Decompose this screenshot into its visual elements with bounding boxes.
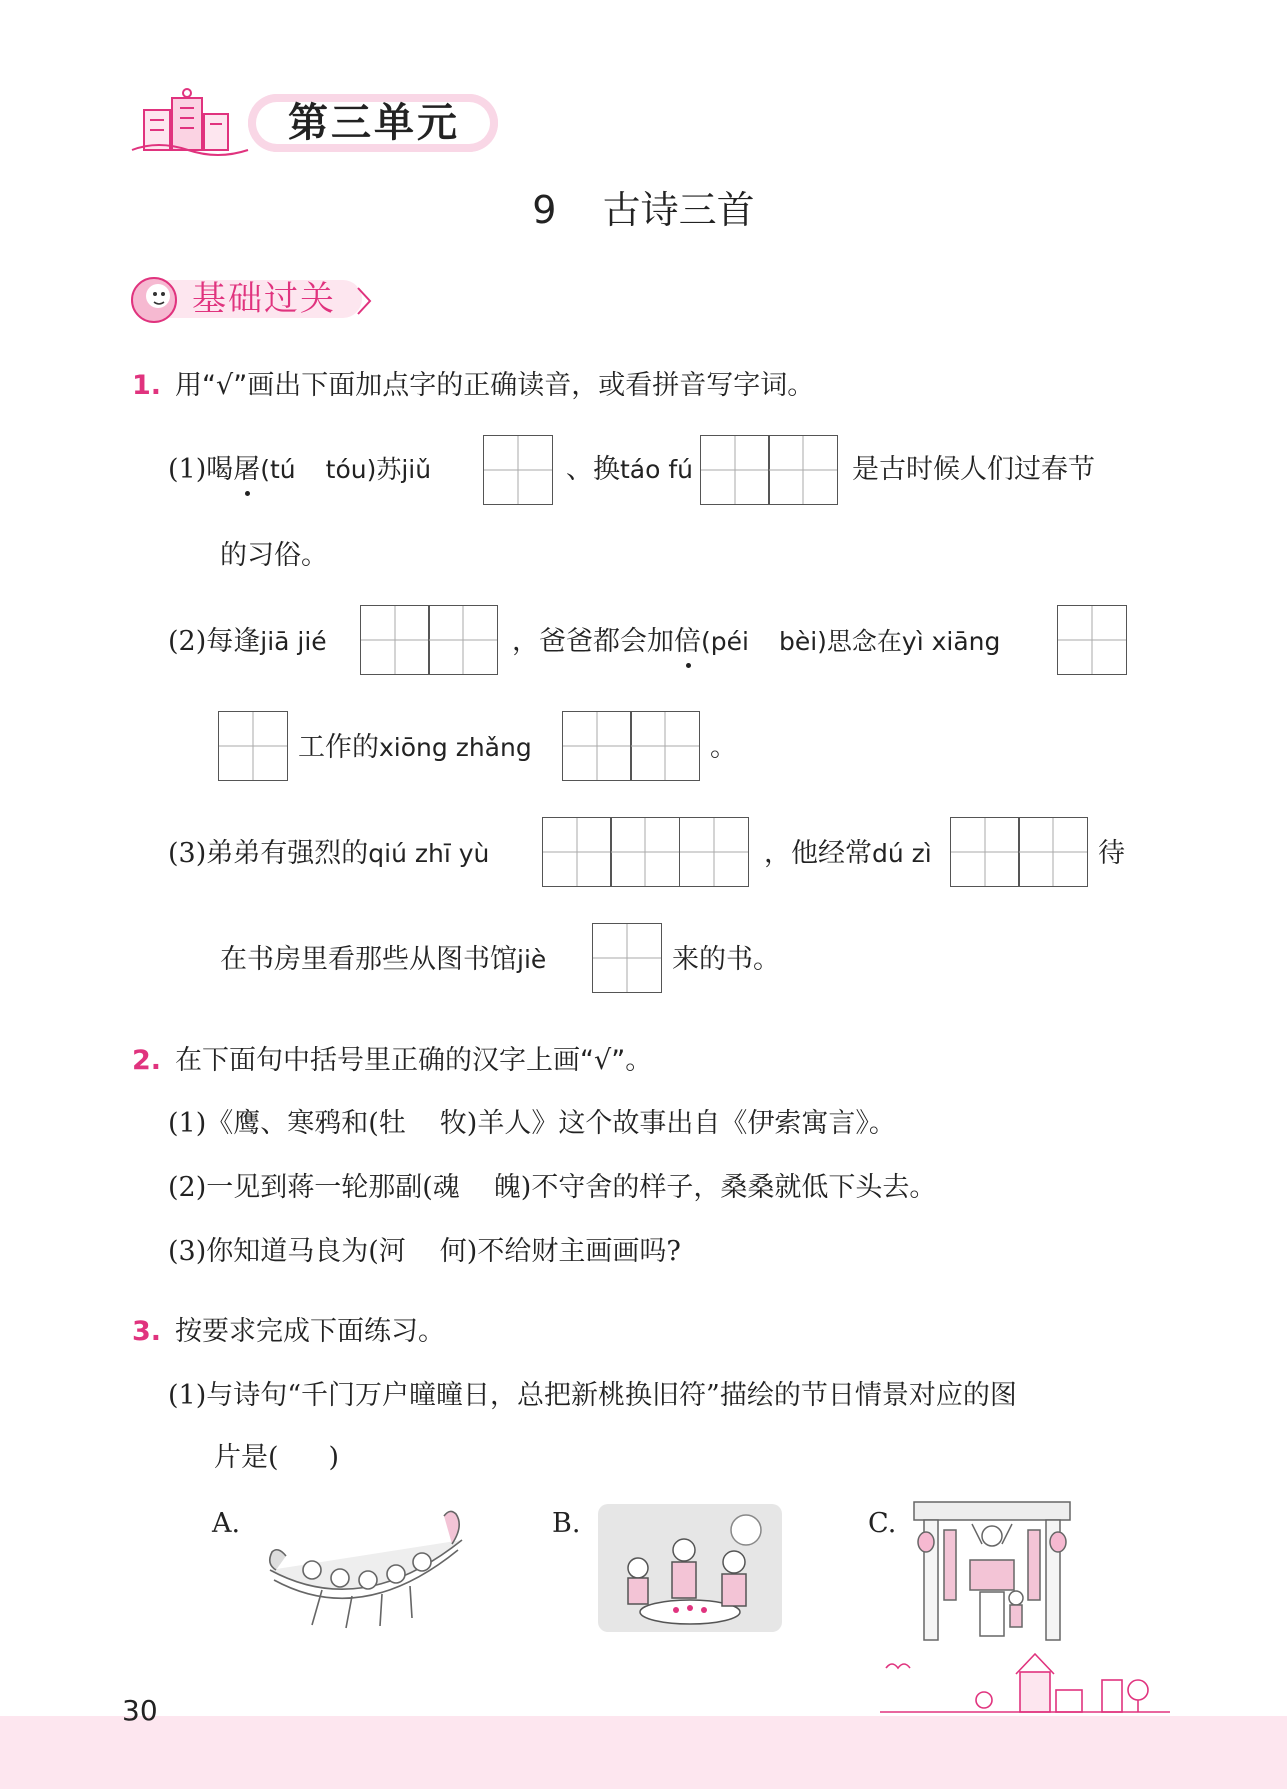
tag-arrow-icon <box>356 286 376 316</box>
spring-couplet-illustration-icon[interactable] <box>910 1500 1074 1644</box>
lesson-number: 9 <box>532 188 557 232</box>
answer-box-duzi[interactable] <box>950 817 1088 887</box>
q3-s1-line1: (1)与诗句“千门万户曈曈日，总把新桃换旧符”描绘的节日情景对应的图 <box>168 1380 1017 1411</box>
q2-s2: (2)一见到蒋一轮那副(魂 魄)不守舍的样子，桑桑就低下头去。 <box>168 1172 937 1203</box>
dotted-char: 屠 <box>233 452 260 488</box>
answer-box-jie[interactable] <box>592 923 662 993</box>
answer-box-taofu[interactable] <box>700 435 838 505</box>
face-icon <box>128 274 186 326</box>
q2-number: 2. <box>132 1045 162 1076</box>
houses-doodle-icon <box>880 1650 1170 1716</box>
lesson-name: 古诗三首 <box>602 188 755 232</box>
dragon-boat-illustration-icon[interactable] <box>262 1500 472 1632</box>
unit-banner <box>128 88 506 158</box>
answer-box-yixiang[interactable] <box>1057 605 1127 675</box>
page-number: 30 <box>122 1694 158 1727</box>
answer-box-jiu[interactable] <box>483 435 553 505</box>
q1-number: 1. <box>132 370 162 401</box>
answer-box-jiajie[interactable] <box>360 605 498 675</box>
unit-title: 第三单元 <box>288 100 460 146</box>
q1-p1-line1: (1)喝屠(tú tóu)苏jiǔ <box>168 452 431 488</box>
q2-s1: (1)《鹰、寒鸦和(牡 牧)羊人》这个故事出自《伊索寓言》。 <box>168 1108 896 1139</box>
option-b-label[interactable]: B. <box>552 1508 581 1539</box>
q3-s1-line2: 片是( ) <box>214 1442 340 1473</box>
section-tag <box>128 272 378 328</box>
answer-box-xiongzhang[interactable] <box>562 711 700 781</box>
footer-band <box>0 1716 1287 1789</box>
q1-heading <box>132 368 814 404</box>
q1-prompt: 用“√”画出下面加点字的正确读音，或看拼音写字词。 <box>175 370 815 401</box>
mid-autumn-family-illustration-icon[interactable] <box>598 1504 782 1632</box>
building-cartoon-icon <box>128 88 268 158</box>
answer-box-yixiang-2[interactable] <box>218 711 288 781</box>
q3-heading <box>132 1314 445 1350</box>
q3-number: 3. <box>132 1316 162 1347</box>
lesson-title <box>0 186 1287 234</box>
option-a-label[interactable]: A. <box>212 1508 241 1539</box>
dotted-char: 倍 <box>674 624 701 660</box>
q2-heading <box>132 1043 652 1079</box>
section-label: 基础过关 <box>192 279 336 319</box>
answer-box-qiuzhiyu[interactable] <box>542 817 749 887</box>
q2-s3: (3)你知道马良为(河 何)不给财主画画吗? <box>168 1236 681 1267</box>
q2-prompt: 在下面句中括号里正确的汉字上画“√”。 <box>175 1045 653 1076</box>
q3-prompt: 按要求完成下面练习。 <box>175 1316 446 1347</box>
option-c-label[interactable]: C. <box>868 1508 897 1539</box>
